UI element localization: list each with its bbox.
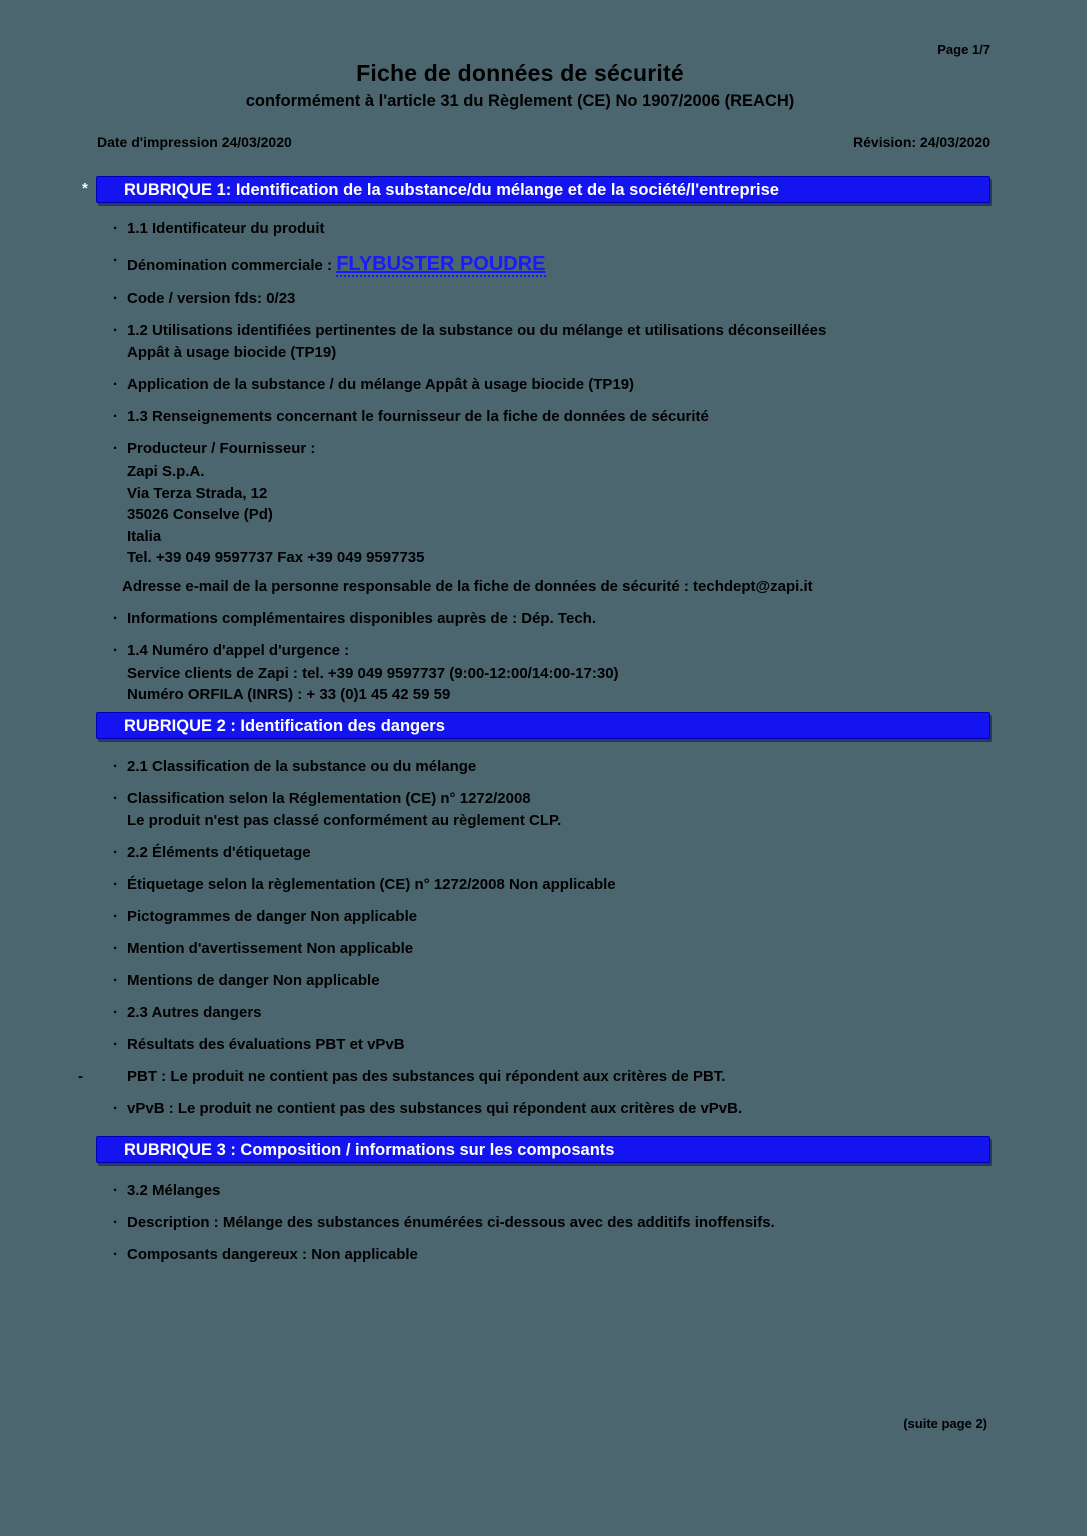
- footer-continuation-note: (suite page 2): [903, 1416, 987, 1431]
- line-text: 2.3 Autres dangers: [127, 1004, 262, 1021]
- line-bullet: ·: [113, 376, 118, 393]
- sds-line: [96, 1213, 990, 1233]
- line-bullet: ·: [113, 609, 118, 627]
- line-text: 3.2 Mélanges: [127, 1182, 221, 1199]
- sds-line: [96, 875, 990, 895]
- section-lines: [96, 203, 990, 706]
- line-bullet: ·: [113, 1246, 118, 1263]
- sds-line: [96, 907, 990, 927]
- sds-line: [96, 789, 990, 831]
- line-text: Informations complémentaires disponibles auprès de : Dép. Tech.: [127, 609, 596, 627]
- line-text: Mentions de danger Non applicable: [127, 972, 380, 989]
- section-rubrique-2: [78, 712, 990, 1131]
- line-bullet: ·: [113, 940, 118, 957]
- sds-line: [96, 843, 990, 863]
- detail-block-line: Zapi S.p.A.: [127, 463, 205, 480]
- sds-line: [96, 251, 990, 277]
- page-number: Page 1/7: [937, 42, 990, 57]
- detail-block: [127, 461, 990, 569]
- sds-line: [96, 375, 990, 395]
- line-bullet: ·: [113, 408, 118, 425]
- sds-line: [96, 609, 990, 629]
- line-text: Description : Mélange des substances énumérées ci-dessous avec des additifs inoffensifs.: [127, 1214, 775, 1231]
- line-text: Dénomination commerciale :: [127, 257, 337, 274]
- sds-line: [96, 1035, 990, 1055]
- line-bullet: ·: [113, 972, 118, 989]
- sds-line: [96, 577, 990, 597]
- document-title: Fiche de données de sécurité: [356, 60, 684, 86]
- document-subtitle: conformément à l'article 31 du Règlement (CE) No 1907/2006 (REACH): [245, 92, 795, 110]
- line-text: Résultats des évaluations PBT et vPvB: [127, 1036, 405, 1053]
- line-bullet: ·: [113, 1100, 118, 1117]
- line-text: 2.2 Éléments d'étiquetage: [127, 844, 311, 861]
- sds-line: [96, 1245, 990, 1265]
- section-header-bar: RUBRIQUE 2 : Identification des dangers: [96, 712, 990, 739]
- detail-block-line: 35026 Conselve (Pd): [127, 506, 273, 523]
- line-continuation: Appât à usage biocide (TP19): [127, 344, 337, 361]
- line-bullet: ·: [113, 290, 118, 307]
- section-header-bar: RUBRIQUE 1: Identification de la substance/du mélange et de la société/l'entreprise *: [96, 176, 990, 203]
- line-text: 1.1 Identificateur du produit: [127, 220, 325, 237]
- sds-line: [96, 757, 990, 777]
- line-bullet: ·: [113, 641, 118, 659]
- section-rubrique-3: [96, 1136, 990, 1277]
- section-marker-icon: *: [82, 180, 88, 197]
- line-bullet: ·: [113, 440, 118, 457]
- line-bullet: ·: [113, 252, 118, 269]
- sds-line: [78, 1067, 990, 1087]
- date-row: [97, 134, 990, 150]
- line-text: Classification selon la Réglementation (CE) n° 1272/2008: [127, 790, 531, 807]
- sds-line: [96, 407, 990, 427]
- sds-line: [96, 939, 990, 959]
- section-rubrique-1: [82, 176, 990, 714]
- line-text: 2.1 Classification de la substance ou du mélange: [127, 758, 477, 775]
- line-bullet: ·: [113, 876, 118, 893]
- line-bullet: ·: [113, 1182, 118, 1199]
- line-bullet: -: [78, 1068, 83, 1085]
- detail-block-line: Numéro ORFILA (INRS) : + 33 (0)1 45 42 59 59: [127, 686, 451, 703]
- detail-block-line: Italia: [127, 527, 162, 545]
- line-text: 1.2 Utilisations identifiées pertinentes de la substance ou du mélange et utilisations déconseillées: [127, 322, 827, 339]
- line-text: 1.3 Renseignements concernant le fournisseur de la fiche de données de sécurité: [127, 408, 709, 425]
- line-text: Étiquetage selon la règlementation (CE) n° 1272/2008 Non applicable: [127, 876, 616, 893]
- line-bullet: ·: [113, 322, 118, 339]
- line-bullet: ·: [113, 758, 118, 775]
- detail-block: [127, 663, 990, 706]
- detail-block-line: Service clients de Zapi : tel. +39 049 9597737 (9:00-12:00/14:00-17:30): [127, 664, 619, 682]
- line-text: Code / version fds: 0/23: [127, 290, 296, 307]
- line-text: Adresse e-mail de la personne responsable de la fiche de données de sécurité : techdept@zapi.it: [122, 577, 813, 595]
- section-lines: [96, 1163, 990, 1265]
- line-bullet: ·: [113, 844, 118, 861]
- sds-line: [96, 641, 990, 706]
- sds-line: [96, 1099, 990, 1119]
- line-bullet: ·: [113, 1036, 118, 1053]
- detail-block-line: Via Terza Strada, 12: [127, 484, 268, 502]
- product-name-link[interactable]: FLYBUSTER POUDRE: [336, 253, 546, 275]
- sds-line: [96, 321, 990, 363]
- sds-line: [96, 971, 990, 991]
- detail-block-line: Tel. +39 049 9597737 Fax +39 049 9597735: [127, 549, 425, 566]
- line-bullet: ·: [113, 908, 118, 925]
- line-text: vPvB : Le produit ne contient pas des substances qui répondent aux critères de vPvB.: [127, 1100, 743, 1117]
- sds-line: [96, 1003, 990, 1023]
- sds-line: [96, 219, 990, 239]
- line-subtext: Le produit n'est pas classé conformément au règlement CLP.: [127, 812, 562, 829]
- line-bullet: ·: [113, 1004, 118, 1021]
- print-date: Date d'impression 24/03/2020: [97, 134, 292, 150]
- section-header-bar: RUBRIQUE 3 : Composition / informations sur les composants: [96, 1136, 990, 1163]
- line-text: PBT : Le produit ne contient pas des substances qui répondent aux critères de PBT.: [127, 1068, 726, 1085]
- line-text: 1.4 Numéro d'appel d'urgence :: [127, 641, 350, 659]
- sds-line: [96, 439, 990, 569]
- line-text: Pictogrammes de danger Non applicable: [127, 908, 418, 925]
- line-text: Producteur / Fournisseur :: [127, 440, 316, 457]
- revision-date: Révision: 24/03/2020: [853, 134, 990, 150]
- line-bullet: ·: [113, 1214, 118, 1231]
- line-bullet: ·: [113, 220, 118, 237]
- sds-line: [96, 1181, 990, 1201]
- line-text: Mention d'avertissement Non applicable: [127, 940, 414, 957]
- line-bullet: ·: [113, 790, 118, 807]
- line-text: Composants dangereux : Non applicable: [127, 1246, 418, 1263]
- section-lines: [78, 739, 990, 1119]
- line-text: Application de la substance / du mélange Appât à usage biocide (TP19): [127, 376, 635, 393]
- sds-line: [96, 289, 990, 309]
